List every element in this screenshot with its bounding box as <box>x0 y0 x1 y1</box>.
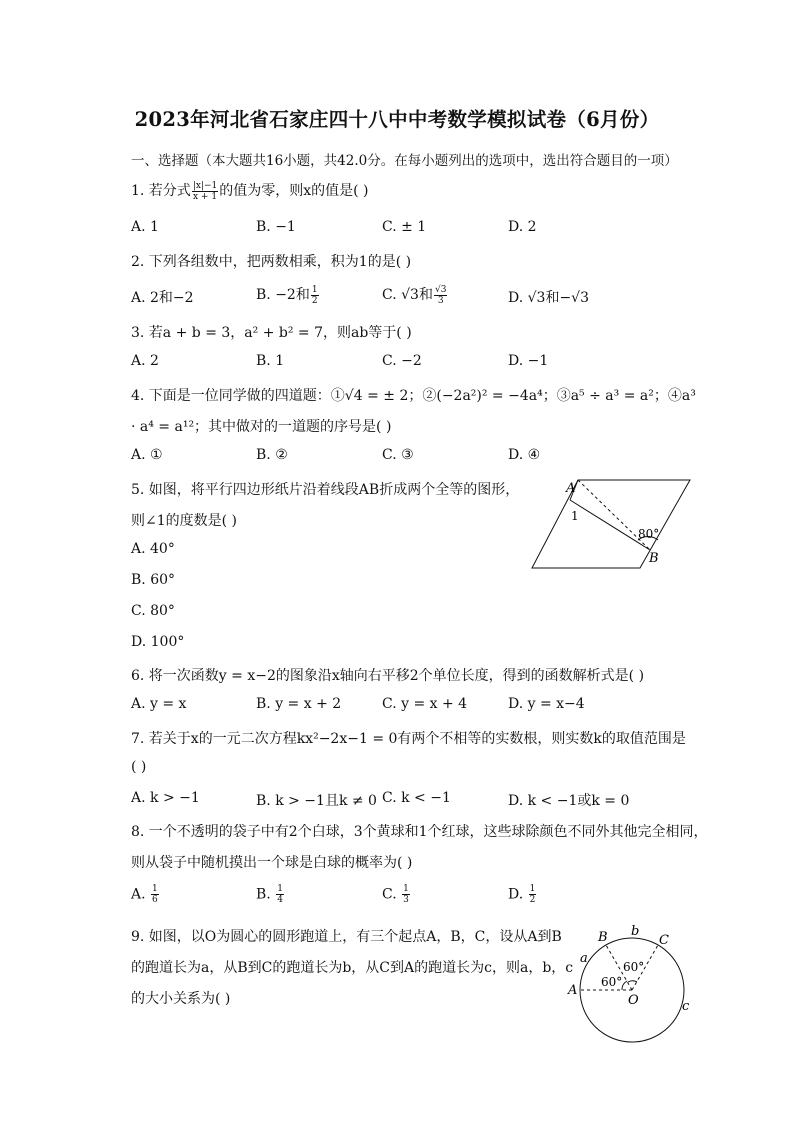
fraction-denominator: 2 <box>311 295 318 306</box>
parallelogram-figure <box>528 470 698 580</box>
q8-option-b-text: B. <box>256 886 276 903</box>
fraction-numerator: 1 <box>311 284 318 295</box>
question-5-stem-line1: 5. 如图，将平行四边形纸片沿着线段AB折成两个全等的图形， <box>131 482 520 498</box>
question-9-stem-line3: 的大小关系为( ) <box>131 991 231 1007</box>
q4-option-c: C. ③ <box>382 447 414 463</box>
q6-option-c: C. y = x + 4 <box>382 696 468 712</box>
q2-option-c <box>382 284 448 306</box>
q2-option-c-text: C. √3和 <box>382 287 433 303</box>
question-7-stem-line1: 7. 若关于x的一元二次方程kx²−2x−1 = 0有两个不相等的实数根，则实数k的取值范围是 <box>131 731 686 747</box>
angle-arc-1 <box>622 981 627 990</box>
question-1-fraction <box>192 181 218 202</box>
q2-option-c-fraction <box>434 285 447 306</box>
q7-option-d: D. k < −1或k = 0 <box>508 793 630 809</box>
q8-option-c-text: C. <box>382 886 402 903</box>
q5-option-a: A. 40° <box>131 541 175 557</box>
q3-option-b: B. 1 <box>256 353 285 369</box>
q8-option-c-fraction <box>402 884 410 905</box>
q3-option-d: D. −1 <box>508 353 549 369</box>
question-6-stem: 6. 将一次函数y = x−2的图象沿x轴向右平移2个单位长度，得到的函数解析式是( ) <box>131 668 645 684</box>
question-8-stem-line2: 则从袋子中随机摸出一个球是白球的概率为( ) <box>131 855 413 871</box>
fraction-numerator: 1 <box>529 884 536 894</box>
q8-option-d-fraction <box>529 884 537 905</box>
question-3-stem: 3. 若a + b = 3，a² + b² = 7，则ab等于( ) <box>131 325 412 341</box>
fraction-numerator: |x|−1 <box>192 180 218 191</box>
label-1: 1 <box>571 509 579 523</box>
q7-option-c: C. k < −1 <box>382 790 451 806</box>
q8-option-c <box>382 884 411 905</box>
q5-option-b: B. 60° <box>131 572 176 588</box>
q7-option-b: B. k > −1且k ≠ 0 <box>256 793 377 809</box>
question-9-stem-line1: 9. 如图，以O为圆心的圆形跑道上，有三个起点A，B，C，设从A到B <box>131 929 562 945</box>
fraction-denominator: 3 <box>437 295 444 306</box>
fraction-denominator: 3 <box>403 895 409 905</box>
q8-option-a-fraction <box>151 884 159 905</box>
label-60-lower: 60° <box>601 975 623 989</box>
fraction-numerator: 1 <box>277 884 283 894</box>
question-1-text-b: 的值为零，则x的值是( ) <box>219 183 369 199</box>
q6-option-d: D. y = x−4 <box>508 696 585 712</box>
fold-edge-2 <box>570 500 650 550</box>
question-7-stem-line2: ( ) <box>131 759 147 775</box>
q1-option-a: A. 1 <box>131 219 159 235</box>
fraction-numerator: √3 <box>434 284 447 295</box>
label-small-b: b <box>631 924 640 939</box>
fraction-denominator: x + 1 <box>192 191 218 202</box>
q1-option-b: B. −1 <box>256 219 296 235</box>
q4-option-a: A. ① <box>131 447 163 463</box>
fraction-numerator: 1 <box>403 884 409 894</box>
section-heading: 一、选择题（本大题共16小题，共42.0分。在每小题列出的选项中，选出符合题目的一项） <box>131 153 678 169</box>
parallelogram-shape <box>532 480 690 568</box>
q3-option-a: A. 2 <box>131 353 159 369</box>
label-80-degree: 80° <box>638 527 660 541</box>
fraction-denominator: 4 <box>277 895 283 905</box>
label-a: A <box>568 983 578 998</box>
q1-option-d: D. 2 <box>508 219 537 235</box>
question-4-stem-line2: · a⁴ = a¹²；其中做对的一道题的序号是( ) <box>131 419 392 435</box>
question-1-text-a: 1. 若分式 <box>131 183 191 199</box>
q2-option-d: D. √3和−√3 <box>508 290 590 306</box>
question-1-stem <box>131 180 369 202</box>
q2-option-a: A. 2和−2 <box>131 290 194 306</box>
q3-option-c: C. −2 <box>382 353 422 369</box>
q5-option-d: D. 100° <box>131 634 185 650</box>
angle-arc-2 <box>628 981 637 982</box>
q6-option-a: A. y = x <box>131 696 187 712</box>
label-c: C <box>659 933 669 948</box>
label-b: B <box>649 551 659 566</box>
fraction-denominator: 6 <box>152 895 158 905</box>
question-8-stem-line1: 8. 一个不透明的袋子中有2个白球，3个黄球和1个红球，这些球除颜色不同外其他完全相同， <box>131 824 708 840</box>
q8-option-a <box>131 884 160 905</box>
page-title: 2023年河北省石家庄四十八中中考数学模拟试卷（6月份） <box>134 108 660 131</box>
q8-option-b-fraction <box>276 884 284 905</box>
question-9-stem-line2: 的跑道长为a，从B到C的跑道长为b，从C到A的跑道长为c，则a，b，c <box>131 960 574 976</box>
circle-track-figure <box>562 920 712 1050</box>
q6-option-b: B. y = x + 2 <box>256 696 342 712</box>
q4-option-d: D. ④ <box>508 447 541 463</box>
q2-option-b-fraction <box>311 285 319 306</box>
label-small-c: c <box>682 999 690 1014</box>
q7-option-a: A. k > −1 <box>131 790 200 806</box>
q2-option-b-text: B. −2和 <box>256 287 310 303</box>
fraction-numerator: 1 <box>152 884 158 894</box>
label-o: O <box>628 993 639 1008</box>
label-a: A <box>566 481 576 496</box>
q5-option-c: C. 80° <box>131 603 175 619</box>
fraction-denominator: 2 <box>529 895 536 905</box>
q1-option-c: C. ± 1 <box>382 219 427 235</box>
label-b: B <box>598 930 608 945</box>
q4-option-b: B. ② <box>256 447 288 463</box>
q2-option-b <box>256 284 320 306</box>
question-2-stem: 2. 下列各组数中，把两数相乘，积为1的是( ) <box>131 254 412 270</box>
q8-option-d <box>508 884 537 905</box>
q8-option-a-text: A. <box>131 886 151 903</box>
question-4-stem-line1: 4. 下面是一位同学做的四道题：①√4 = ± 2；②(−2a²)² = −4a⁴；③a⁵ ÷ a³ = a²；④a³ <box>131 388 696 404</box>
label-small-a: a <box>580 951 588 966</box>
question-5-stem-line2: 则∠1的度数是( ) <box>131 513 238 529</box>
q8-option-b <box>256 884 285 905</box>
label-60-upper: 60° <box>623 960 645 974</box>
q8-option-d-text: D. <box>508 886 528 903</box>
